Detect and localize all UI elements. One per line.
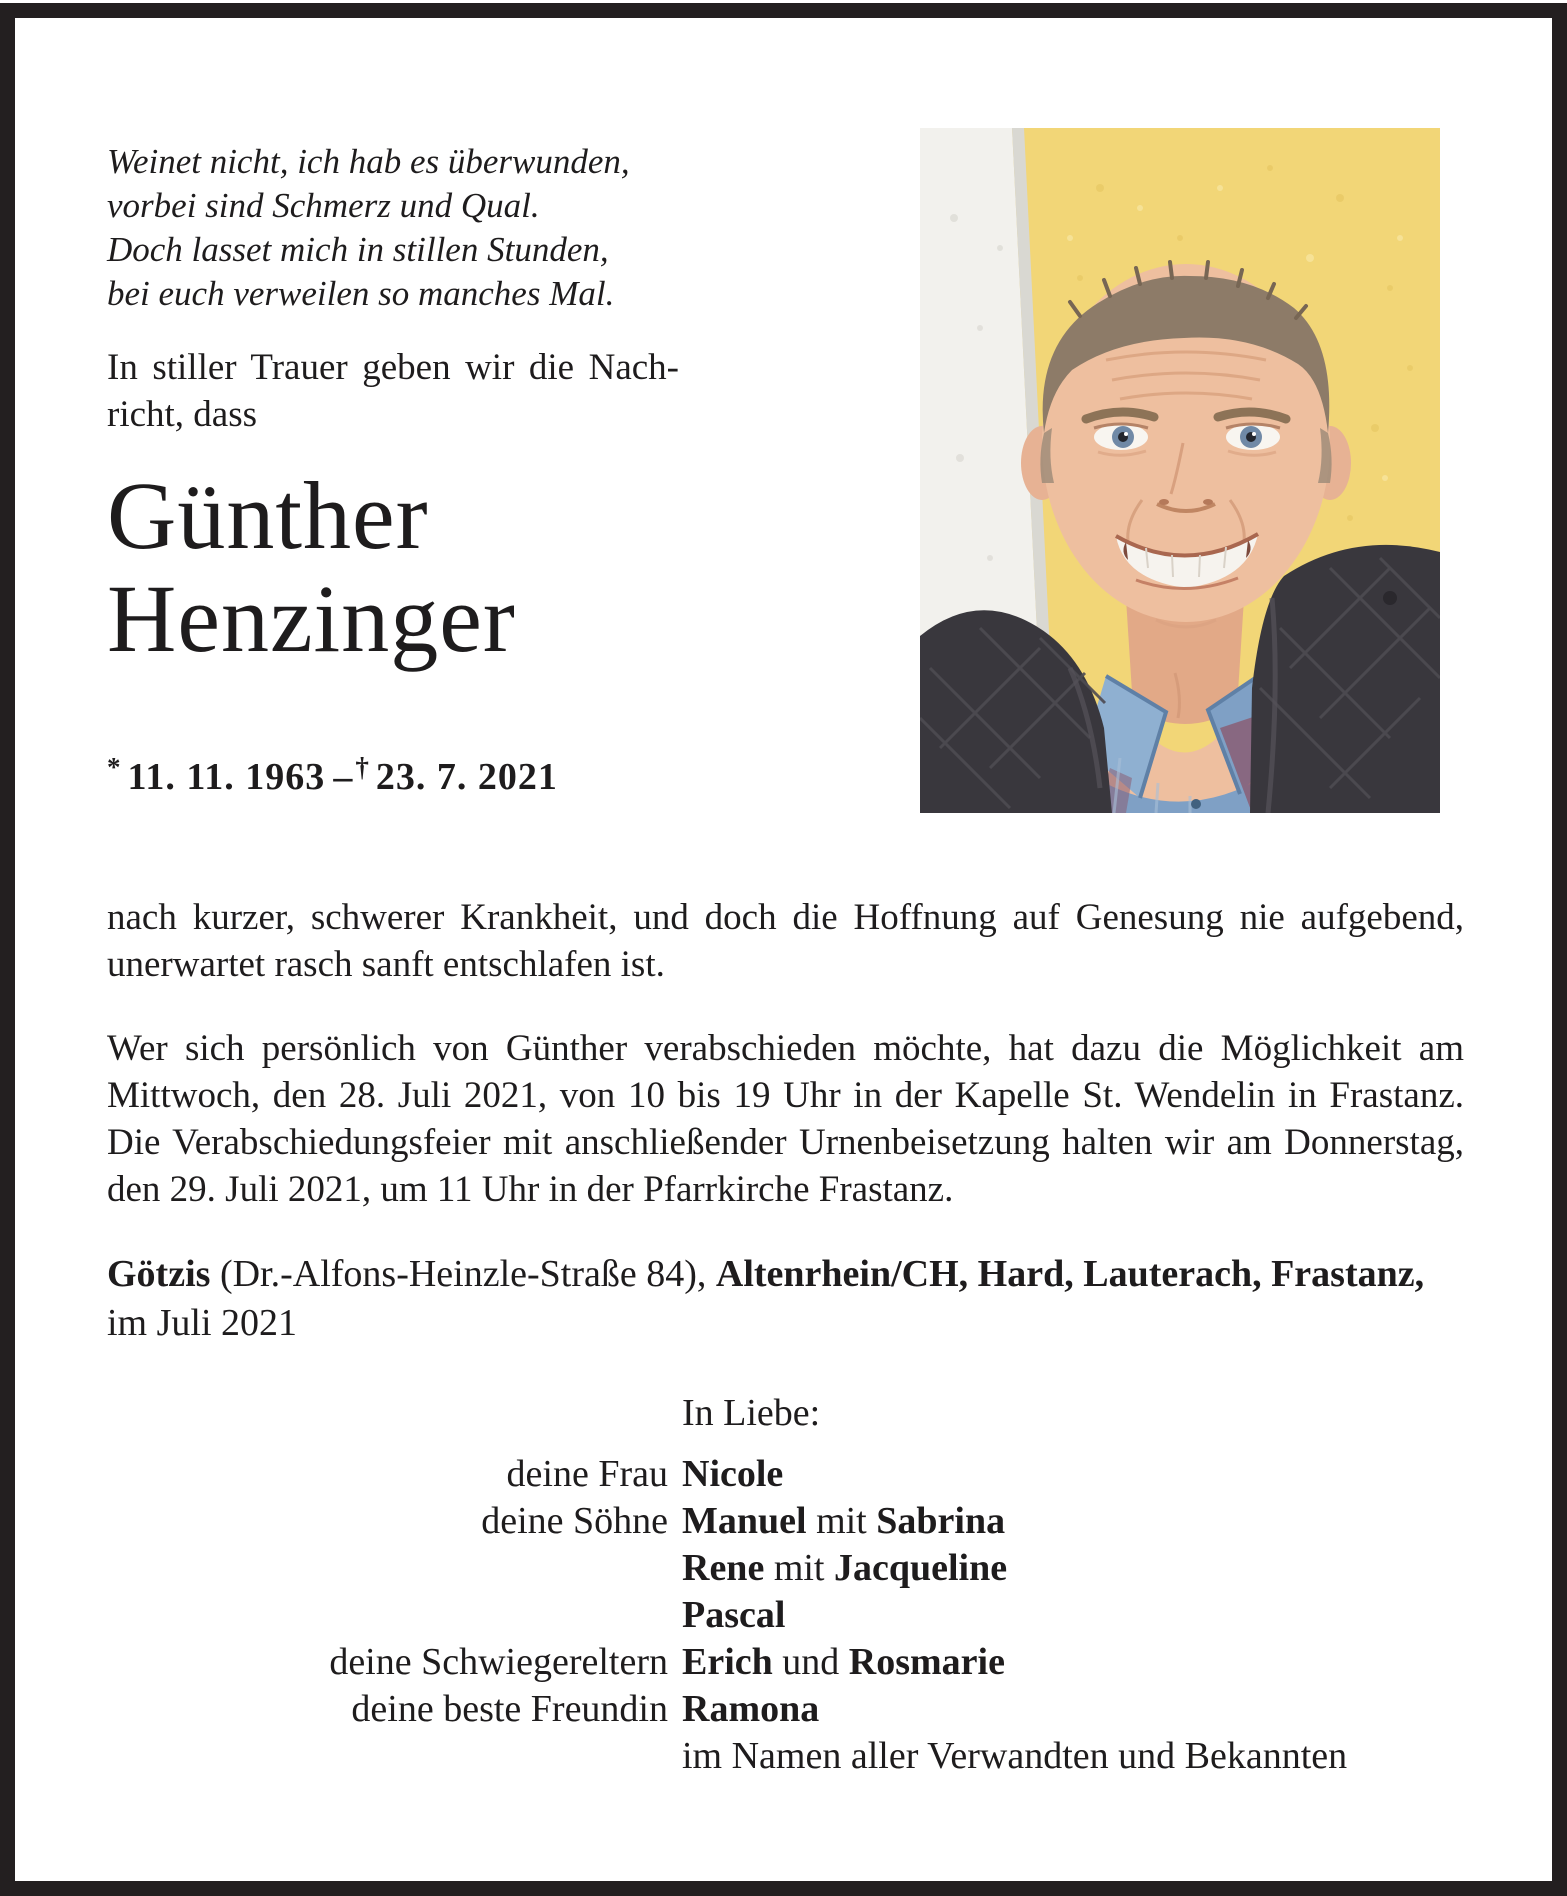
memorial-poem: [107, 140, 920, 316]
bold-text-segment: Nicole: [682, 1453, 784, 1495]
deceased-name: [107, 464, 920, 670]
closing-heading: In Liebe:: [682, 1392, 821, 1434]
poem-line: bei euch verweilen so manches Mal.: [107, 274, 615, 313]
bold-text-segment: Götzis: [107, 1253, 211, 1295]
shirt-button: [1191, 799, 1201, 809]
bold-text-segment: Rene: [682, 1547, 765, 1589]
death-cross-symbol: †: [355, 752, 370, 782]
death-date: 23. 7. 2021: [375, 756, 558, 798]
poem-line: Doch lasset mich in stillen Stunden,: [107, 230, 609, 269]
announcement-intro: [107, 344, 679, 438]
family-name-line: [682, 1451, 1464, 1498]
text-segment: mit: [806, 1500, 877, 1542]
text-segment: mit: [764, 1547, 834, 1589]
date-separator: –: [333, 756, 354, 798]
family-names: [682, 1686, 1464, 1733]
deceased-name-line: Günther: [107, 462, 429, 569]
intro-line: richt, dass: [107, 394, 258, 435]
portrait-illustration: [920, 128, 1440, 813]
family-relation-label: deine Söhne: [481, 1500, 668, 1542]
family-names: [682, 1498, 1464, 1639]
family-name-line: [682, 1498, 1464, 1545]
family-name-line: [682, 1592, 1464, 1639]
paragraph-death-notice: nach kurzer, schwerer Krankheit, und doch die Hoffnung auf Genesung nie aufgebend, unerwartet rasch sanft entschlafen ist.: [107, 897, 1464, 985]
closing-footer: im Namen aller Verwandten und Bekannten: [682, 1735, 1348, 1777]
bold-text-segment: Ramona: [682, 1688, 820, 1730]
birth-date: 11. 11. 1963: [127, 756, 326, 798]
family-relation-label: deine Frau: [506, 1453, 668, 1495]
bold-text-segment: Altenrhein/CH, Hard, Lauterach, Frastanz,: [715, 1253, 1425, 1295]
intro-line: In stiller Trauer geben wir die Nach-: [107, 347, 679, 388]
text-segment: (Dr.-Alfons-Heinzle-Straße 84),: [210, 1253, 716, 1295]
bold-text-segment: Sabrina: [876, 1500, 1006, 1542]
family-names: [682, 1639, 1464, 1686]
bold-text-segment: Rosmarie: [848, 1641, 1005, 1683]
top-section: [107, 128, 1464, 814]
bold-text-segment: Erich: [682, 1641, 773, 1683]
family-names: [682, 1451, 1464, 1498]
closing-section: [107, 1390, 1464, 1780]
page-content: [15, 18, 1552, 1881]
family-relation-label: deine beste Freundin: [351, 1688, 668, 1730]
black-frame-border: [0, 3, 1567, 1896]
life-dates: [107, 752, 920, 799]
family-name-line: [682, 1545, 1464, 1592]
deceased-name-line: Henzinger: [107, 565, 516, 672]
bold-text-segment: Pascal: [682, 1594, 786, 1636]
birth-star-symbol: *: [107, 752, 122, 782]
left-column: [107, 128, 920, 799]
poem-line: vorbei sind Schmerz und Qual.: [107, 186, 540, 225]
text-segment: im Juli 2021: [107, 1302, 298, 1344]
family-name-line: [682, 1639, 1464, 1686]
portrait-photo: [920, 128, 1440, 813]
poem-line: Weinet nicht, ich hab es überwunden,: [107, 142, 630, 181]
jacket-eyelet: [1383, 591, 1397, 605]
family-list: [107, 1451, 1464, 1733]
bold-text-segment: Manuel: [682, 1500, 807, 1542]
locations-line: [107, 1250, 1464, 1348]
text-segment: und: [772, 1641, 849, 1683]
family-relation-label: deine Schwiegereltern: [329, 1641, 668, 1683]
family-name-line: [682, 1686, 1464, 1733]
paragraph-farewell-info: Wer sich persönlich von Günther verabschieden möchte, hat dazu die Möglichkeit am Mittwoch, den 28. Juli 2021, von 10 bis 19 Uhr in der Kapelle St. Wendelin in Frastanz. Die Verabschiedungsfeier mit anschließender Urnenbeisetzung halten wir am Donnerstag, den 29. Juli 2021, um 11 Uhr in der Pfarrkirche Frastanz.: [107, 1028, 1464, 1210]
bold-text-segment: Jacqueline: [834, 1547, 1008, 1589]
